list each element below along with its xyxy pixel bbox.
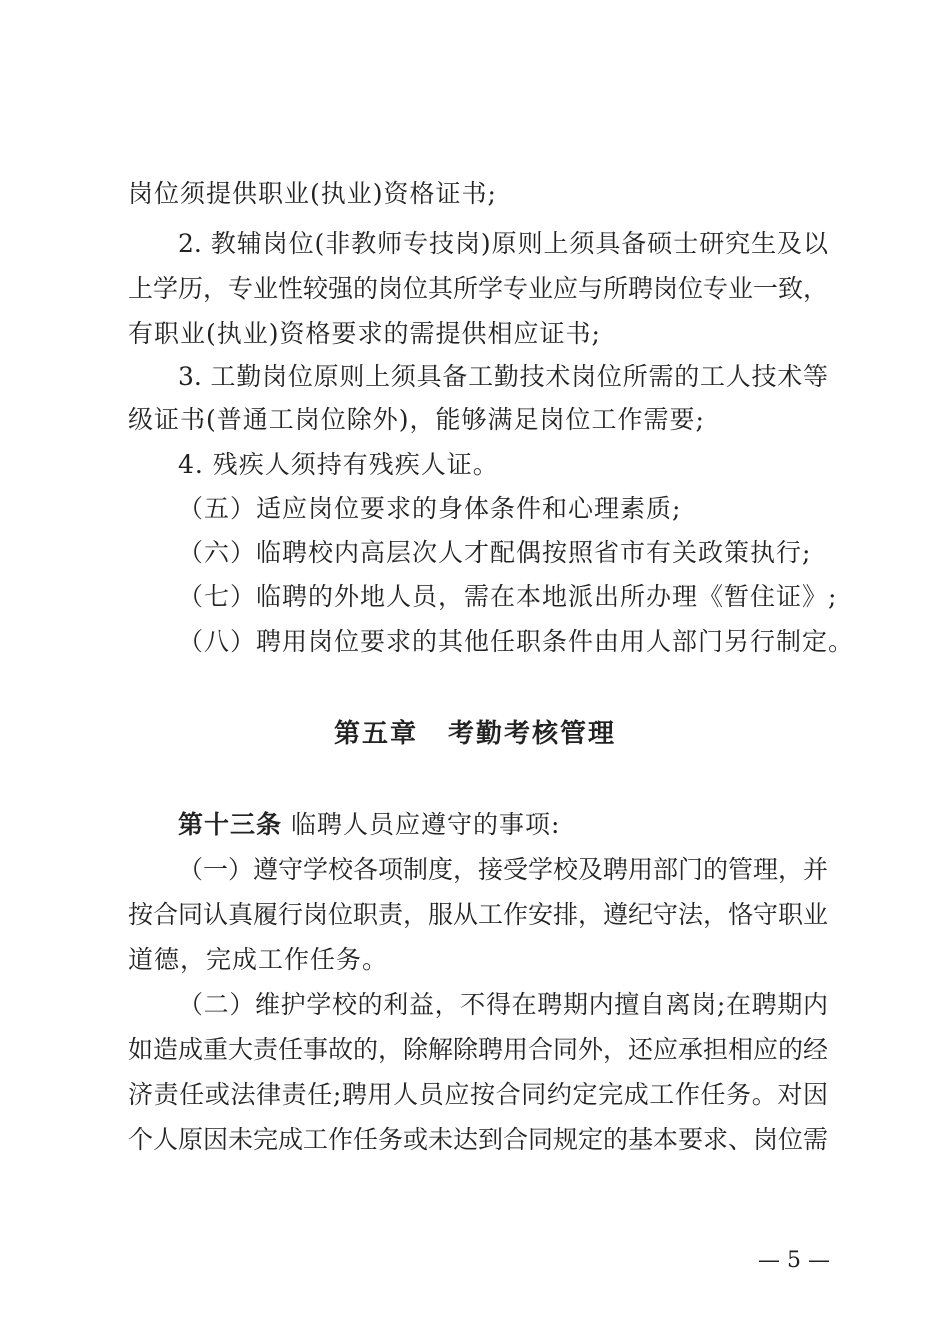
text-line: （八）聘用岗位要求的其他任职条件由用人部门另行制定。 [178,627,855,656]
text-line: 3. 工勤岗位原则上须具备工勤技术岗位所需的工人技术等 [178,362,828,391]
text-line: （二）维护学校的利益，不得在聘期内擅自离岗;在聘期内 [178,990,828,1019]
text-line: 岗位须提供职业(执业)资格证书; [128,179,497,208]
text-line: （七）临聘的外地人员，需在本地派出所办理《暂住证》; [178,582,838,611]
text-line: （六）临聘校内高层次人才配偶按照省市有关政策执行; [178,538,812,567]
article-label: 第十三条 [178,810,283,839]
text-line: （一）遵守学校各项制度，接受学校及聘用部门的管理，并 [178,855,829,884]
page-number: — 5 — [758,1248,830,1273]
text-line: 如造成重大责任事故的，除解除聘用合同外，还应承担相应的经 [128,1035,829,1064]
text-line: 个人原因未完成工作任务或未达到合同规定的基本要求、岗位需 [128,1125,829,1154]
text-line: 上学历，专业性较强的岗位其所学专业应与所聘岗位专业一致， [128,274,829,303]
text-line: （五）适应岗位要求的身体条件和心理素质; [178,494,682,523]
article-text: 临聘人员应遵守的事项: [290,810,561,839]
chapter-number: 第五章 [333,719,418,749]
text-line: 4. 残疾人须持有残疾人证。 [178,450,499,479]
text-line: 按合同认真履行岗位职责，服从工作安排，遵纪守法，恪守职业 [128,900,829,929]
text-line: 2. 教辅岗位(非教师专技岗)原则上须具备硕士研究生及以 [178,229,828,258]
text-line: 级证书(普通工岗位除外)，能够满足岗位工作需要; [128,405,705,434]
text-line: 有职业(执业)资格要求的需提供相应证书; [128,319,601,348]
chapter-title: 考勤考核管理 [448,719,617,749]
text-line: 道德，完成工作任务。 [128,945,389,974]
chapter-heading [0,716,950,752]
text-line: 济责任或法律责任;聘用人员应按合同约定完成工作任务。对因 [128,1080,828,1109]
article-line [178,808,560,842]
